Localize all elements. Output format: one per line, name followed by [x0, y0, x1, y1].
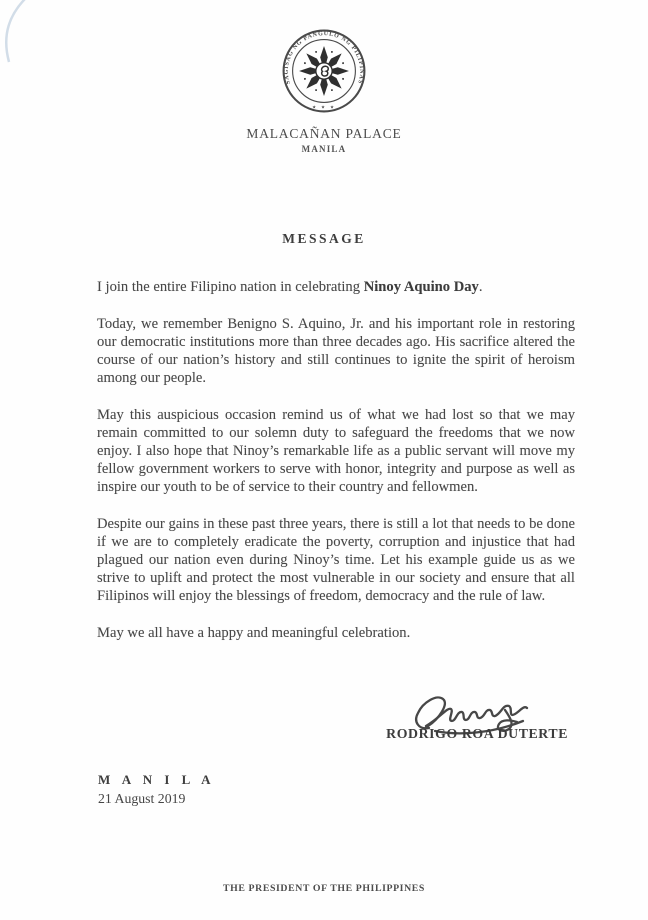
paragraph-2: Today, we remember Benigno S. Aquino, Jr. and his important role in restoring our democratic institutions more than three decades ago. His sacrifice altered the course of our nation’s history and still continues to ignite the spirit of heroism among our people.	[97, 316, 575, 386]
presidential-seal-icon	[281, 28, 367, 114]
seal-stars: ★ ★ ★	[312, 104, 336, 110]
seal-sunburst	[299, 46, 349, 96]
paragraph-1-bold: Ninoy Aquino Day	[363, 279, 479, 295]
paragraph-4: Despite our gains in these past three years, there is still a lot that needs to be done if we are to completely eradicate the poverty, corruption and injustice that had plagued our nation even during Ninoy’s time. Let his example guide us as we strive to uplift and protect the most vulnerable in our society and ensure that all Filipinos will enjoy the blessings of freedom, democracy and the rule of law.	[97, 516, 575, 604]
seal-ring-text: SAGISAG NG PANGULO NG PILIPINAS	[283, 31, 365, 85]
paragraph-1	[97, 278, 575, 296]
paragraph-1-period: .	[478, 279, 483, 295]
seal-container	[0, 28, 648, 119]
page-footer: THE PRESIDENT OF THE PHILIPPINES	[223, 883, 425, 894]
paragraph-5: May we all have a happy and meaningful celebration.	[97, 625, 411, 641]
letterhead-city: MANILA	[301, 144, 347, 154]
letterhead	[0, 126, 648, 154]
message-title: MESSAGE	[282, 231, 366, 246]
dateline-date: 21 August 2019	[98, 791, 186, 806]
signature-block	[348, 690, 568, 742]
paragraph-3: May this auspicious occasion remind us of what we had lost so that we may remain committed to our solemn duty to safeguard the freedoms that we now enjoy. I also hope that Ninoy’s remarkable life as a public servant will move my fellow government workers to serve with honor, integrity and purpose as well as inspire our youth to be of service to their country and fellowmen.	[97, 407, 575, 495]
signatory-name: RODRIGO ROA DUTERTE	[386, 726, 568, 741]
dateline-city: M A N I L A	[98, 772, 216, 787]
message-body	[97, 278, 575, 661]
letterhead-palace: MALACAÑAN PALACE	[246, 126, 402, 141]
paragraph-1-text: I join the entire Filipino nation in celebrating	[97, 279, 364, 295]
dateline	[98, 772, 215, 807]
